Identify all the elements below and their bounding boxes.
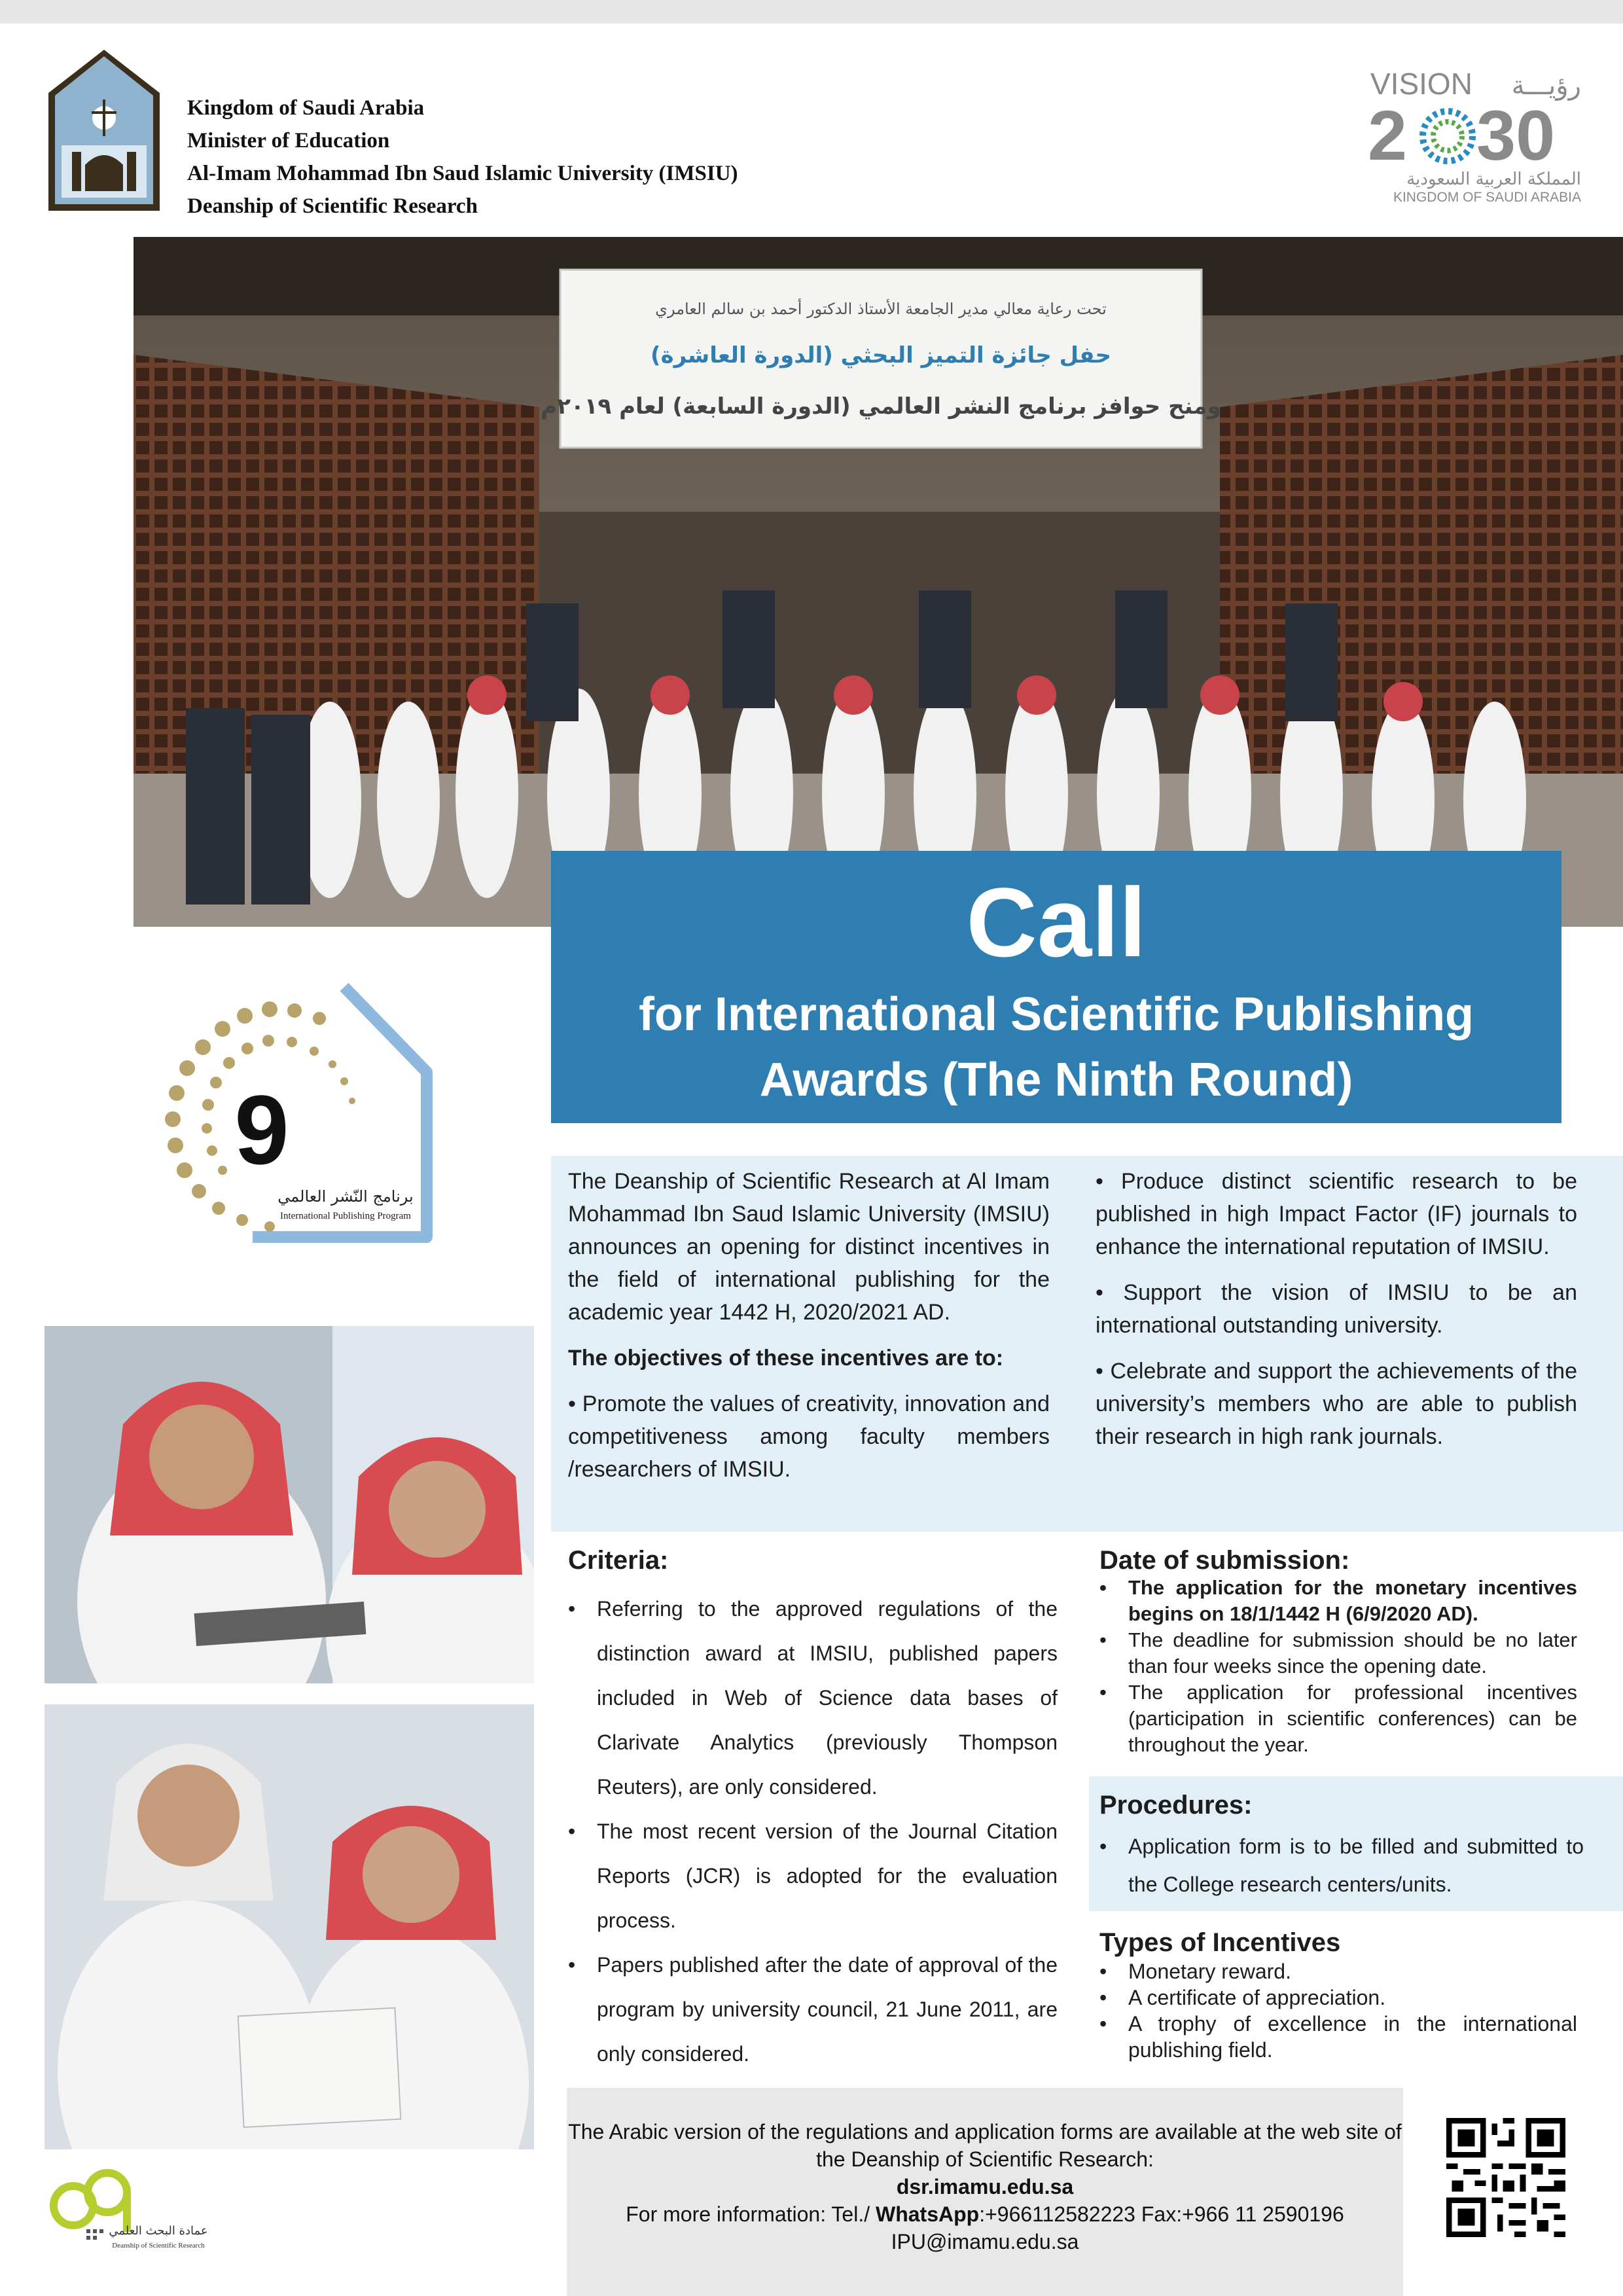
objective-item: • Produce distinct scientific research to be published in high Impact Factor (IF) journals to enhance the international reputation of IMSIU. [1096, 1169, 1577, 1259]
banner-line1: تحت رعاية معالي مدير الجامعة الأستاذ الدكتور أحمد بن سالم العامري [655, 300, 1107, 318]
whatsapp-label: WhatsApp [876, 2202, 980, 2226]
badge-number: 9 [234, 1075, 289, 1185]
procedures-heading: Procedures: [1099, 1791, 1253, 1820]
types-list [1099, 1958, 1577, 2063]
types-heading: Types of Incentives [1099, 1928, 1341, 1957]
intro-right-column [1096, 1165, 1577, 1466]
international-publishing-program-badge [148, 980, 436, 1255]
header-line-country: Kingdom of Saudi Arabia [187, 96, 425, 120]
vision-arabic: رؤيـــة [1511, 71, 1581, 101]
criteria-item: • Referring to the approved regulations of the distinction award at IMSIU, published papers included in Web of Science data bases of Clarivate Analytics (previously Thompson Reuters), are only considered. [568, 1587, 1058, 1809]
header-line-university: Al-Imam Mohammad Ibn Saud Islamic University (IMSIU) [187, 162, 738, 185]
submission-item: • The application for the monetary incentives begins on 18/1/1442 H (6/9/2020 AD). [1099, 1575, 1577, 1627]
footer-contact [567, 2200, 1403, 2228]
award-handover-photo-1 [45, 1326, 534, 1683]
vision-word: VISION [1370, 67, 1472, 101]
call-subtitle-line1: for International Scientific Publishing [638, 988, 1474, 1041]
criteria-item: • Papers published after the date of approval of the program by university council, 21 June 2011, are only considered. [568, 1943, 1058, 2076]
types-item: • A trophy of excellence in the international publishing field. [1099, 2011, 1577, 2063]
intro-paragraph: The Deanship of Scientific Research at Al Imam Mohammad Ibn Saud Islamic University (IMSIU) announces an opening for distinct incentives in the field of international publishing for the academic year 1442 H, 2020/2021 AD. [568, 1169, 1050, 1325]
header-line-deanship: Deanship of Scientific Research [187, 194, 478, 218]
dsr-logo-arabic: عمادة البحث العلمي [109, 2224, 208, 2238]
top-bar [0, 0, 1623, 24]
email-link[interactable]: IPU@imamu.edu.sa [891, 2230, 1079, 2253]
header-text [187, 92, 738, 223]
ceremony-group-photo [134, 237, 1623, 927]
banner-line2: حفل جائزة التميز البحثي (الدورة العاشرة) [651, 342, 1111, 368]
objective-item: • Support the vision of IMSIU to be an international outstanding university. [1096, 1280, 1577, 1338]
procedures-item: • Application form is to be filled and submitted to the College research centers/units. [1099, 1827, 1584, 1903]
submission-item: • The deadline for submission should be no later than four weeks since the opening date. [1099, 1627, 1577, 1679]
submission-heading: Date of submission: [1099, 1546, 1350, 1575]
award-handover-photo-2 [45, 1704, 534, 2149]
criteria-list [568, 1587, 1058, 2076]
call-subtitle [551, 982, 1561, 1113]
call-title: Call [966, 867, 1147, 977]
vision-emblem-icon [1423, 111, 1472, 161]
vision-year-2: 2 [1368, 96, 1408, 175]
vision-2030-logo [1368, 63, 1584, 207]
objective-item: • Celebrate and support the achievements of the university’s members who are able to publish their research in high rank journals. [1096, 1359, 1577, 1449]
types-item: • A certificate of appreciation. [1099, 1984, 1577, 2011]
contact-prefix: For more information: Tel./ [626, 2202, 876, 2226]
ceremony-banner [541, 270, 1221, 448]
contact-numbers: :+966112582223 Fax:+966 11 2590196 [979, 2202, 1344, 2226]
header-line-ministry: Minister of Education [187, 129, 390, 152]
objective-item: • Promote the values of creativity, innovation and competitiveness among faculty members /researchers of IMSIU. [568, 1391, 1050, 1482]
qr-code-icon[interactable] [1446, 2118, 1565, 2237]
vision-country: KINGDOM OF SAUDI ARABIA [1393, 190, 1581, 205]
call-title-box [551, 851, 1561, 1123]
submission-item: • The application for professional incentives (participation in scientific conferences) can be throughout the year. [1099, 1679, 1577, 1758]
badge-english: International Publishing Program [280, 1211, 411, 1221]
dsr-logo-english: Deanship of Scientific Research [112, 2242, 205, 2250]
criteria-item: • The most recent version of the Journal Citation Reports (JCR) is adopted for the evaluation process. [568, 1809, 1058, 1943]
vision-arabic-country: المملكة العربية السعودية [1406, 170, 1581, 189]
banner-line3: ومنح حوافز برنامج النشر العالمي (الدورة السابعة) لعام ٢٠١٩م [541, 393, 1221, 420]
imsiu-seal-logo [46, 47, 162, 213]
footer-availability: The Arabic version of the regulations and application forms are available at the web site of the Deanship of Scientific Research: [568, 2120, 1402, 2171]
procedures-list [1099, 1827, 1584, 1903]
intro-left-column [568, 1165, 1050, 1499]
vision-year-30: 30 [1476, 96, 1556, 175]
footer-text [567, 2118, 1403, 2255]
badge-arabic: برنامج النّشر العالمي [277, 1187, 414, 1206]
objectives-heading: The objectives of these incentives are to: [568, 1346, 1004, 1371]
website-link[interactable]: dsr.imamu.edu.sa [896, 2175, 1074, 2198]
types-item: • Monetary reward. [1099, 1958, 1577, 1984]
submission-list [1099, 1575, 1577, 1758]
call-subtitle-line2: Awards (The Ninth Round) [759, 1054, 1353, 1106]
criteria-heading: Criteria: [568, 1546, 669, 1575]
deanship-of-scientific-research-logo [47, 2166, 211, 2251]
